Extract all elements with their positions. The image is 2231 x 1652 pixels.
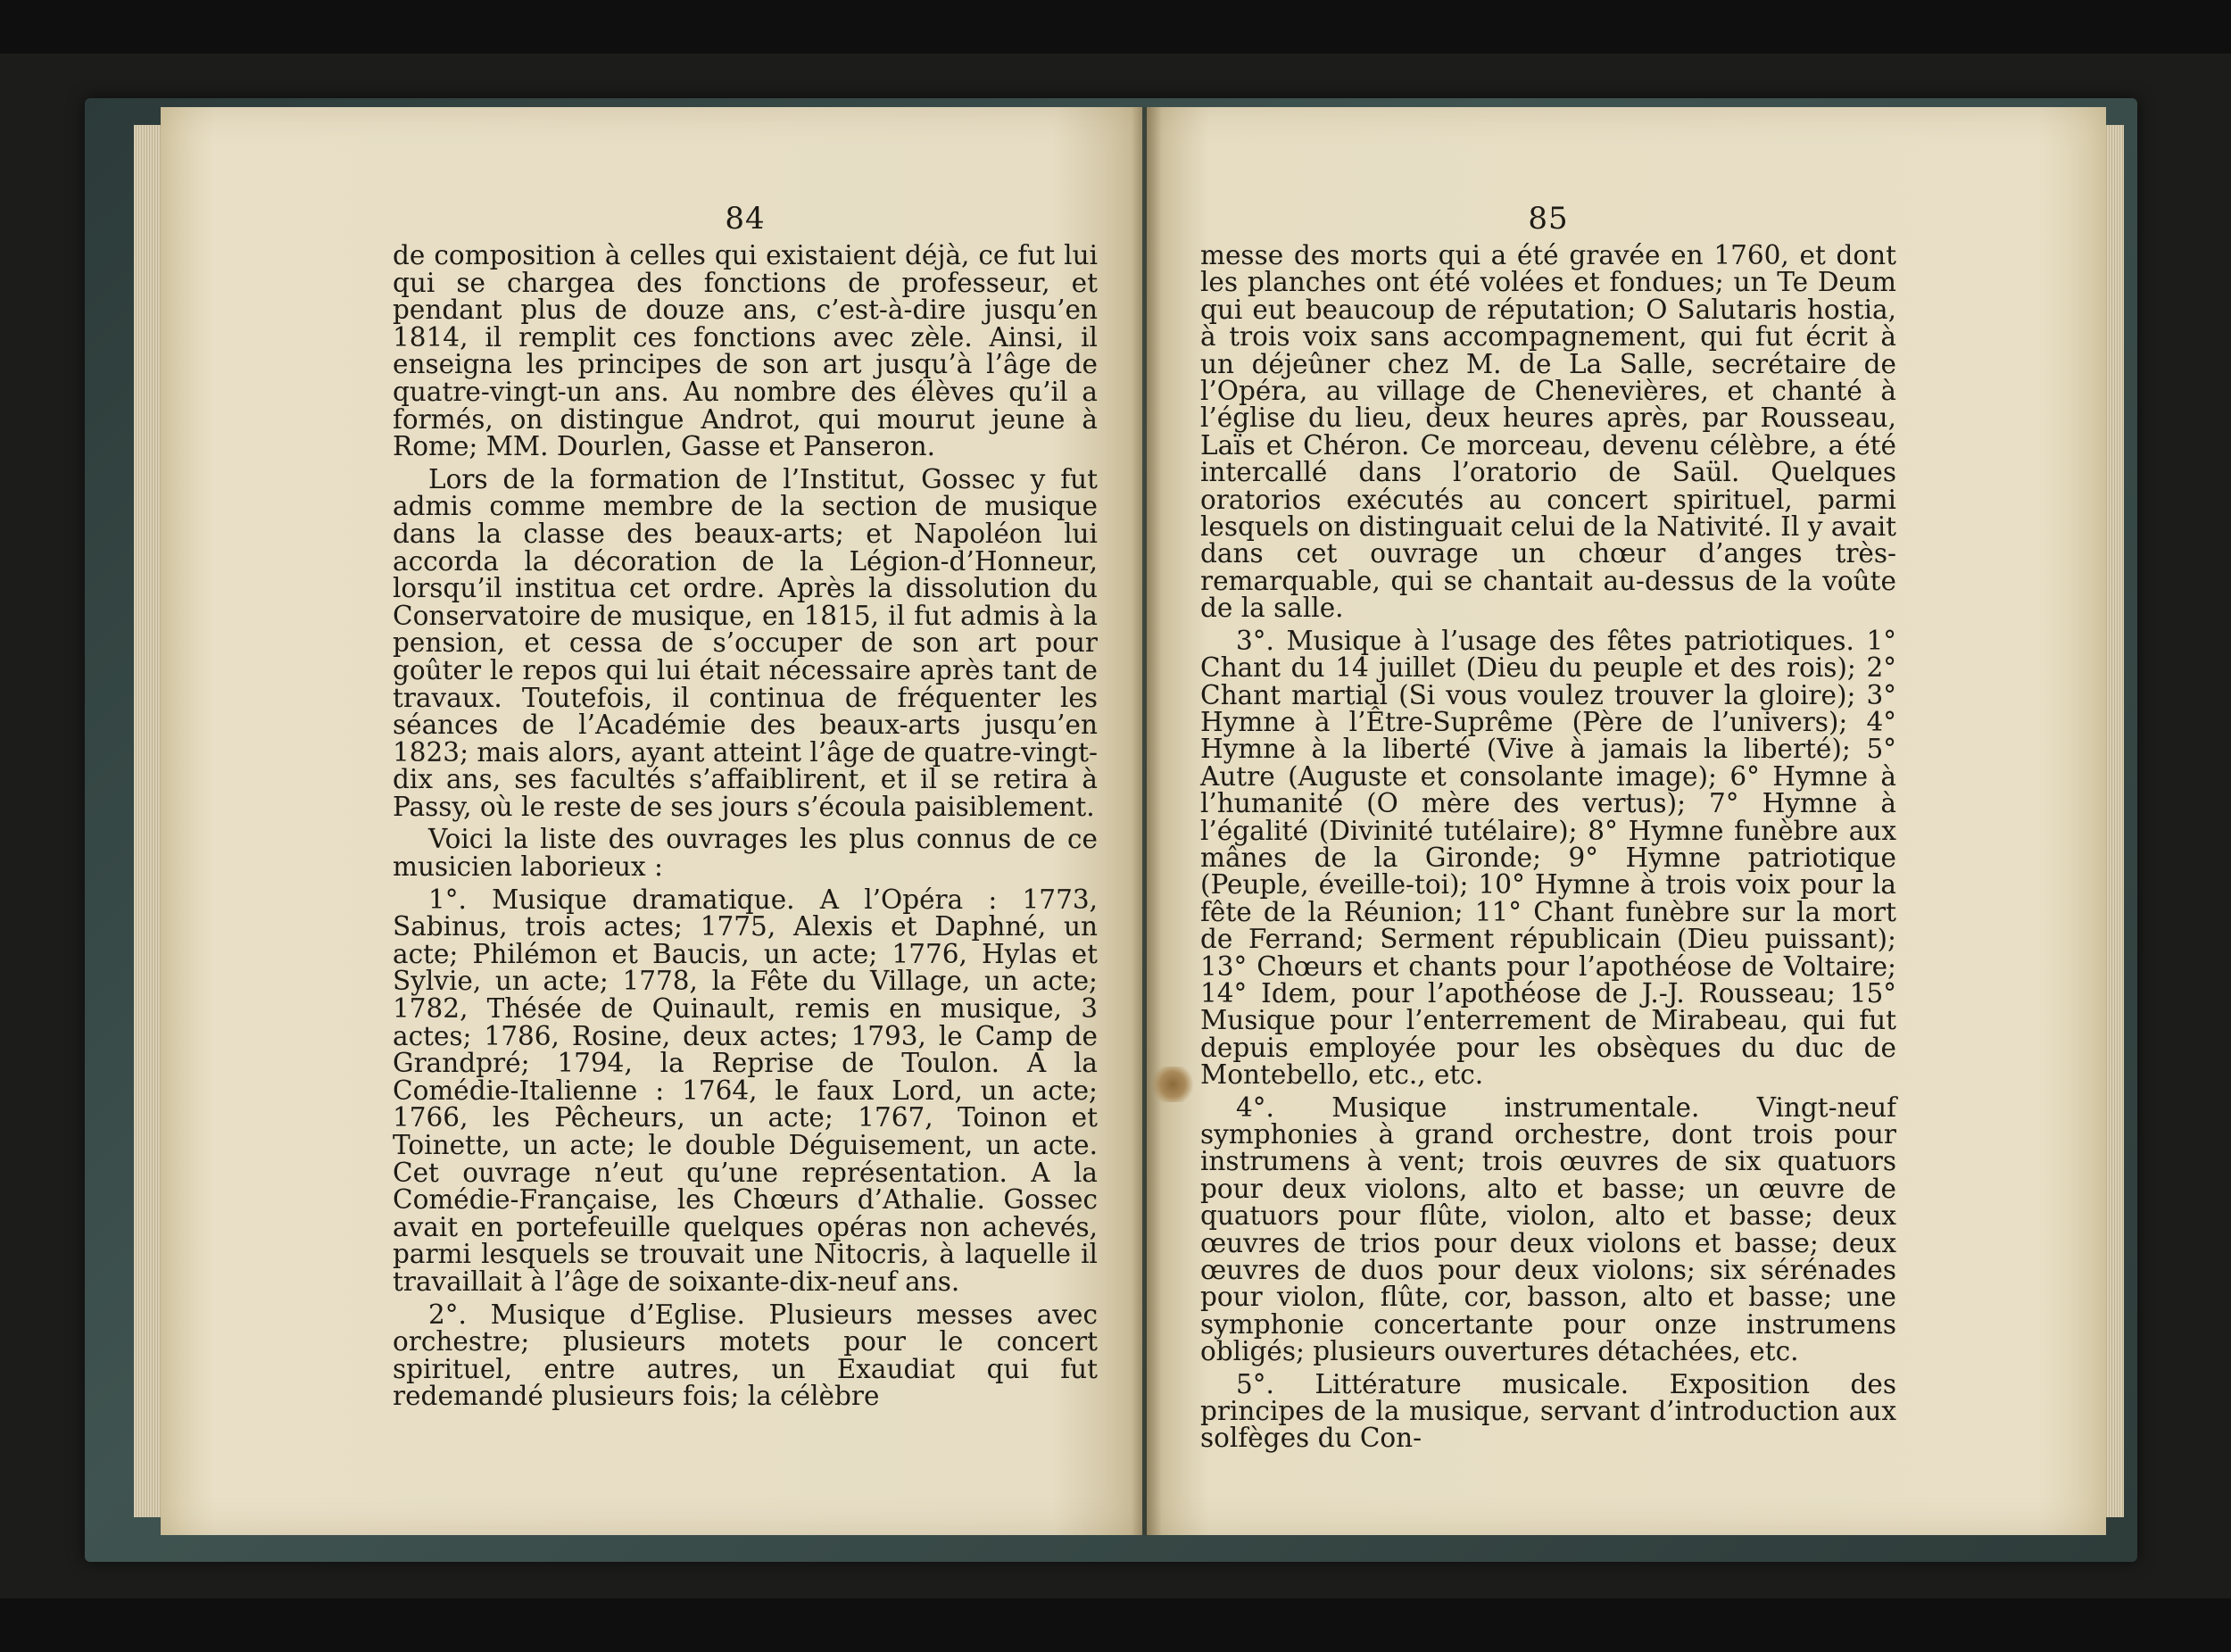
- book-gutter: [1132, 107, 1162, 1535]
- scanner-border-bottom: [0, 1598, 2231, 1652]
- paragraph: 2°. Musique d’Eglise. Plusieurs messes avec orchestre; plusieurs motets pour le concert spirituel, entre autres, un Exaudiat qui fut redemandé plusieurs fois; la célèbre: [393, 1299, 1098, 1412]
- paragraph: Lors de la formation de l’Institut, Gossec y fut admis comme membre de la section de musique dans la classe des beaux-arts; et Napoléon lui accorda la décoration de la Légion-d’Honneur, lorsqu’il institua cet ordre. Après la dissolution du Conservatoire de musique, en 1815, il fut admis à la pension, et cessa de s’occuper de son art pour goûter le repos qui lui était nécessaire après tant de travaux. Toutefois, il continua de fréquenter les séances de l’Académie des beaux-arts jusqu’en 1823; mais alors, ayant atteint l’âge de quatre-vingt-dix ans, ses facultés s’affaiblirent, et il se retira à Passy, où le reste de ses jours s’écoula paisiblement.: [393, 463, 1098, 822]
- left-page-text: [393, 201, 1098, 1410]
- page-number: 85: [1528, 201, 1569, 237]
- paragraph: messe des morts qui a été gravée en 1760, et dont les planches ont été volées et fondues; un Te Deum qui eut beaucoup de réputation; O Salutaris hostia, à trois voix sans accompagnement, qui fut écrit à un déjeûner chez M. de La Salle, secrétaire de l’Opéra, au village de Chenevières, et chanté à l’église du lieu, deux heures après, par Rousseau, Laïs et Chéron. Ce morceau, devenu célèbre, a été intercallé dans l’oratorio de Saül. Quelques oratorios exécutés au concert spirituel, parmi lesquels on distinguait celui de la Nativité. Il y avait dans cet ouvrage un chœur d’anges très-remarquable, qui se chantait au-dessus de la voûte de la salle.: [1200, 240, 1896, 624]
- paragraph: de composition à celles qui existaient déjà, ce fut lui qui se chargea des fonctions de professeur, et pendant plus de douze ans, c’est-à-dire jusqu’en 1814, il remplit ces fonctions avec zèle. Ainsi, il enseigna les principes de son art jusqu’à l’âge de quatre-vingt-un ans. Au nombre des élèves qu’il a formés, on distingue Androt, qui mourut jeune à Rome; MM. Dourlen, Gasse et Panseron.: [393, 240, 1098, 462]
- paragraph: Voici la liste des ouvrages les plus connus de ce musicien laborieux :: [393, 824, 1098, 883]
- paragraph: 4°. Musique instrumentale. Vingt-neuf symphonies à grand orchestre, dont trois pour instrumens à vent; trois œuvres de six quatuors pour deux violons, alto et basse; un œuvre de quatuors pour flûte, violon, alto et basse; deux œuvres de trios pour deux violons et basse; deux œuvres de duos pour deux violons; six sérénades pour violon, flûte, cor, basson, alto et basse; une symphonie concertante pour onze instrumens obligés; plusieurs ouvertures détachées, etc.: [1200, 1092, 1896, 1367]
- right-page-text: [1200, 201, 1896, 1452]
- paragraph: 3°. Musique à l’usage des fêtes patriotiques. 1° Chant du 14 juillet (Dieu du peuple et des rois); 2° Chant martial (Si vous voulez trouver la gloire); 3° Hymne à l’Être-Suprême (Père de l’univers); 4° Hymne à la liberté (Vive à jamais la liberté); 5° Autre (Auguste et consolante image); 6° Hymne à l’humanité (O mère des vertus); 7° Hymne à l’égalité (Divinité tutélaire); 8° Hymne funèbre aux mânes de la Gironde; 9° Hymne patriotique (Peuple, éveille-toi); 10° Hymne à trois voix pour la fête de la Réunion; 11° Chant funèbre sur la mort de Ferrand; Serment républicain (Dieu puissant); 13° Chœurs et chants pour l’apothéose de Voltaire; 14° Idem, pour l’apothéose de J.-J. Rousseau; 15° Musique pour l’enterrement de Mirabeau, qui fut depuis employée pour les obsèques du duc de Montebello, etc., etc.: [1200, 625, 1896, 1091]
- page-number: 84: [725, 201, 766, 237]
- paper-stain: [1151, 1067, 1194, 1102]
- paragraph: 1°. Musique dramatique. A l’Opéra : 1773, Sabinus, trois actes; 1775, Alexis et Daphné, un acte; Philémon et Baucis, un acte; 1776, Hylas et Sylvie, un acte; 1778, la Fête du Village, un acte; 1782, Thésée de Quinault, remis en musique, 3 actes; 1786, Rosine, deux actes; 1793, le Camp de Grandpré; 1794, la Reprise de Toulon. A la Comédie-Italienne : 1764, le faux Lord, un acte; 1766, les Pêcheurs, un acte; 1767, Toinon et Toinette, un acte; le double Déguisement, un acte. Cet ouvrage n’eut qu’une représentation. A la Comédie-Française, les Chœurs d’Athalie. Gossec avait en portefeuille quelques opéras non achevés, parmi lesquels se trouvait une Nitocris, à laquelle il travaillait à l’âge de soixante-dix-neuf ans.: [393, 884, 1098, 1297]
- scanner-border-top: [0, 0, 2231, 54]
- paragraph: 5°. Littérature musicale. Exposition des principes de la musique, servant d’introduction aux solfèges du Con-: [1200, 1368, 1896, 1454]
